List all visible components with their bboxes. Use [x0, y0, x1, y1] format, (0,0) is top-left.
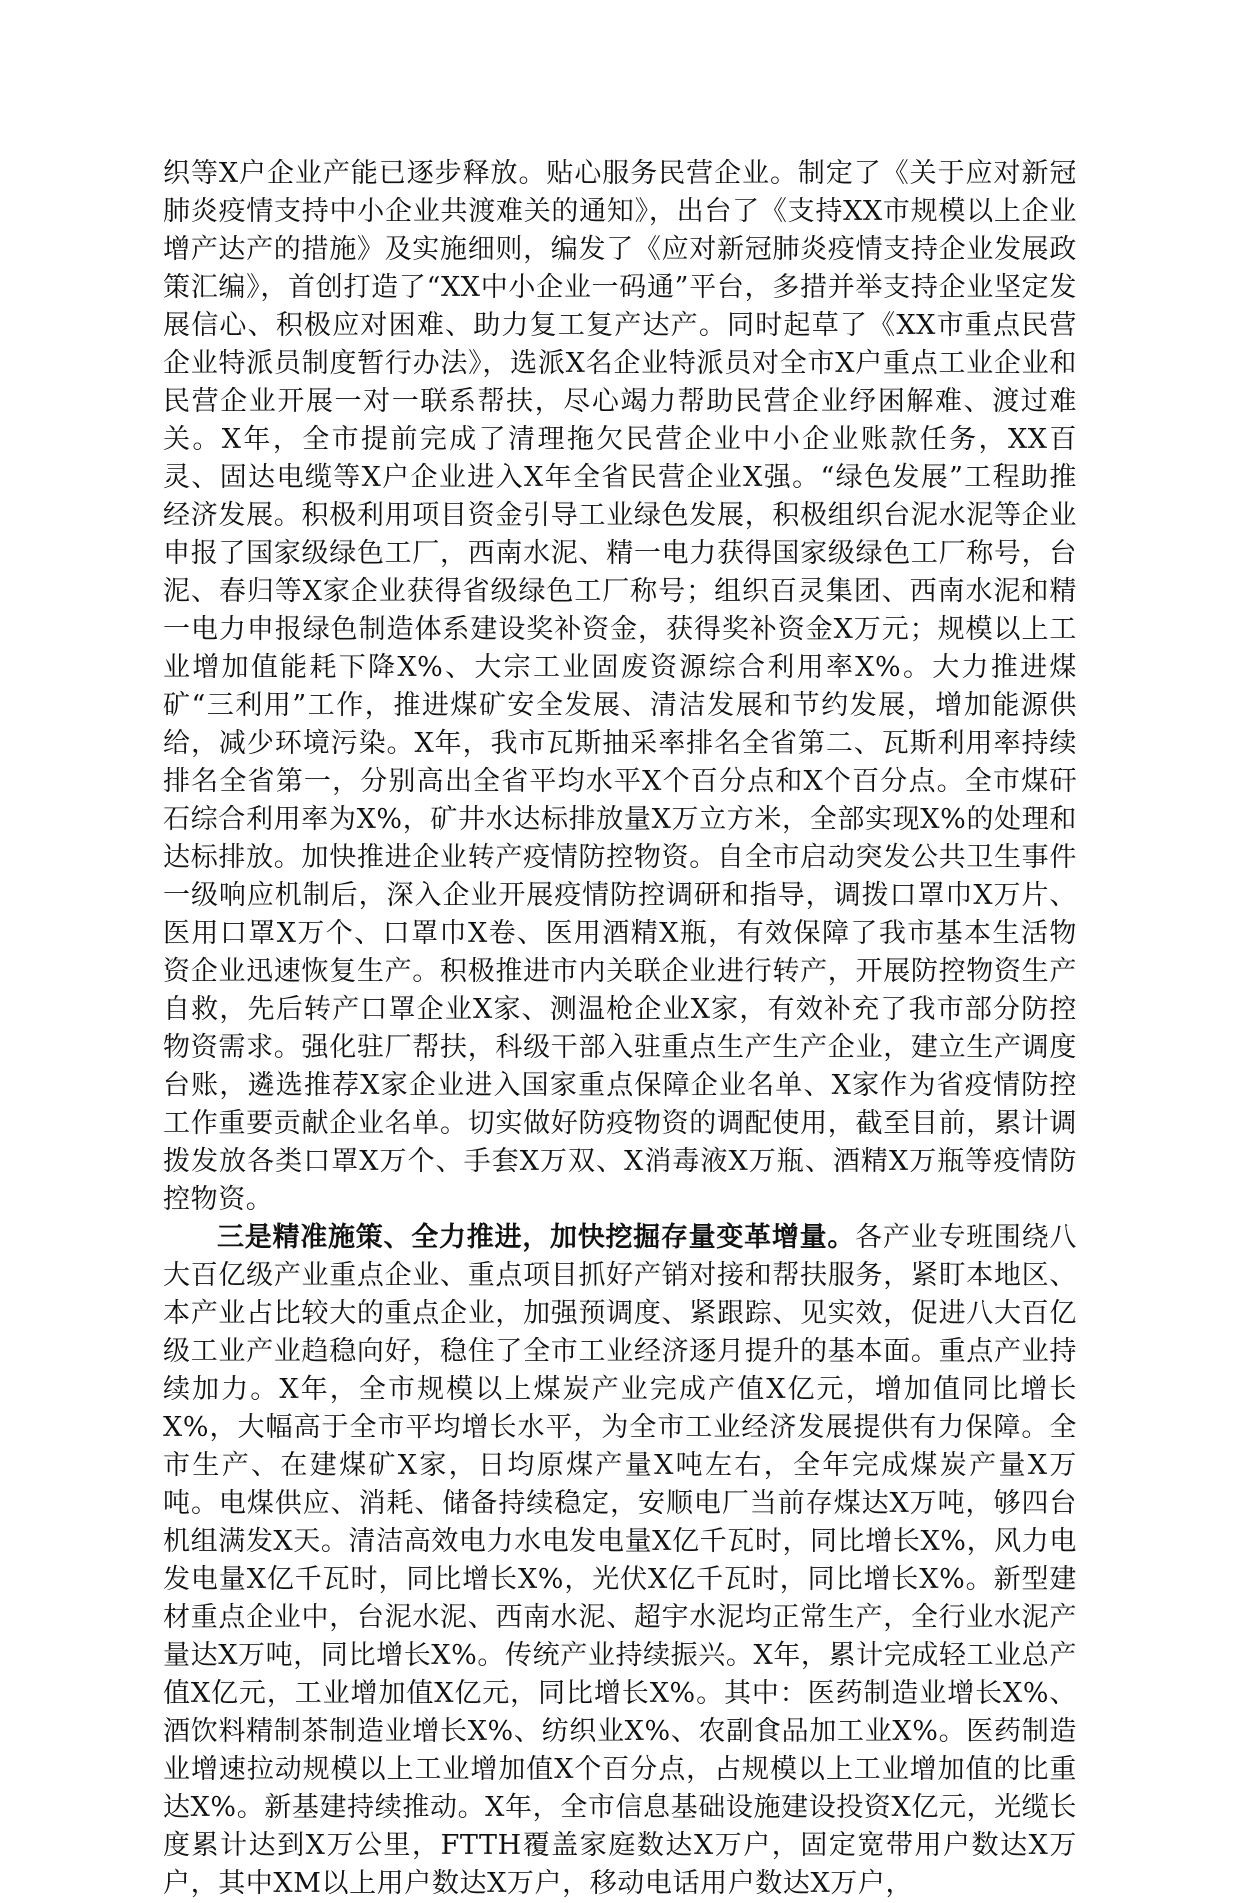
section-three-body: 各产业专班围绕八大百亿级产业重点企业、重点项目抓好产销对接和帮扶服务，紧盯本地区、本产业占比较大的重点企业，加强预调度、紧跟踪、见实效，促进八大百亿级工业产业趋稳向好，稳住了全市工业经济逐月提升的基本面。重点产业持续加力。X年，全市规模以上煤炭产业完成产值X亿元，增加值同比增长X%，大幅高于全市平均增长水平，为全市工业经济发展提供有力保障。全市生产、在建煤矿X家，日均原煤产量X吨左右，全年完成煤炭产量X万吨。电煤供应、消耗、储备持续稳定，安顺电厂当前存煤达X万吨，够四台机组满发X天。清洁高效电力水电发电量X亿千瓦时，同比增长X%，风力电发电量X亿千瓦时，同比增长X%，光伏X亿千瓦时，同比增长X%。新型建材重点企业中，台泥水泥、西南水泥、超宇水泥均正常生产，全行业水泥产量达X万吨，同比增长X%。传统产业持续振兴。X年，累计完成轻工业总产值X亿元，工业增加值X亿元，同比增长X%。其中：医药制造业增长X%、酒饮料精制茶制造业增长X%、纺织业X%、农副食品加工业X%。医药制造业增速拉动规模以上工业增加值X个百分点，占规模以上工业增加值的比重达X%。新基建持续推动。X年，全市信息基础设施建设投资X亿元，光缆长度累计达到X万公里，FTTH覆盖家庭数达X万户，固定宽带用户数达X万户，其中XM以上用户数达X万户，移动电话用户数达X万户，: [163, 1222, 1077, 1899]
section-three-heading: 三是精准施策、全力推进，加快挖掘存量变革增量。: [217, 1222, 856, 1253]
document-body: [163, 155, 1077, 1903]
paragraph-section-three: [163, 1219, 1077, 1903]
paragraph-continuation: 织等X户企业产能已逐步释放。贴心服务民营企业。制定了《关于应对新冠肺炎疫情支持中小企业共渡难关的通知》，出台了《支持XX市规模以上企业增产达产的措施》及实施细则，编发了《应对新冠肺炎疫情支持企业发展政策汇编》，首创打造了“XX中小企业一码通”平台，多措并举支持企业坚定发展信心、积极应对困难、助力复工复产达产。同时起草了《XX市重点民营企业特派员制度暂行办法》，选派X名企业特派员对全市X户重点工业企业和民营企业开展一对一联系帮扶，尽心竭力帮助民营企业纾困解难、渡过难关。X年，全市提前完成了清理拖欠民营企业中小企业账款任务，XX百灵、固达电缆等X户企业进入X年全省民营企业X强。“绿色发展”工程助推经济发展。积极利用项目资金引导工业绿色发展，积极组织台泥水泥等企业申报了国家级绿色工厂，西南水泥、精一电力获得国家级绿色工厂称号，台泥、春归等X家企业获得省级绿色工厂称号；组织百灵集团、西南水泥和精一电力申报绿色制造体系建设奖补资金，获得奖补资金X万元；规模以上工业增加值能耗下降X%、大宗工业固废资源综合利用率X%。大力推进煤矿“三利用”工作，推进煤矿安全发展、清洁发展和节约发展，增加能源供给，减少环境污染。X年，我市瓦斯抽采率排名全省第二、瓦斯利用率持续排名全省第一，分别高出全省平均水平X个百分点和X个百分点。全市煤矸石综合利用率为X%，矿井水达标排放量X万立方米，全部实现X%的处理和达标排放。加快推进企业转产疫情防控物资。自全市启动突发公共卫生事件一级响应机制后，深入企业开展疫情防控调研和指导，调拨口罩巾X万片、医用口罩X万个、口罩巾X卷、医用酒精X瓶，有效保障了我市基本生活物资企业迅速恢复生产。积极推进市内关联企业进行转产，开展防控物资生产自救，先后转产口罩企业X家、测温枪企业X家，有效补充了我市部分防控物资需求。强化驻厂帮扶，科级干部入驻重点生产生产企业，建立生产调度台账，遴选推荐X家企业进入国家重点保障企业名单、X家作为省疫情防控工作重要贡献企业名单。切实做好防疫物资的调配使用，截至目前，累计调拨发放各类口罩X万个、手套X万双、X消毒液X万瓶、酒精X万瓶等疫情防控物资。: [163, 158, 1077, 1215]
